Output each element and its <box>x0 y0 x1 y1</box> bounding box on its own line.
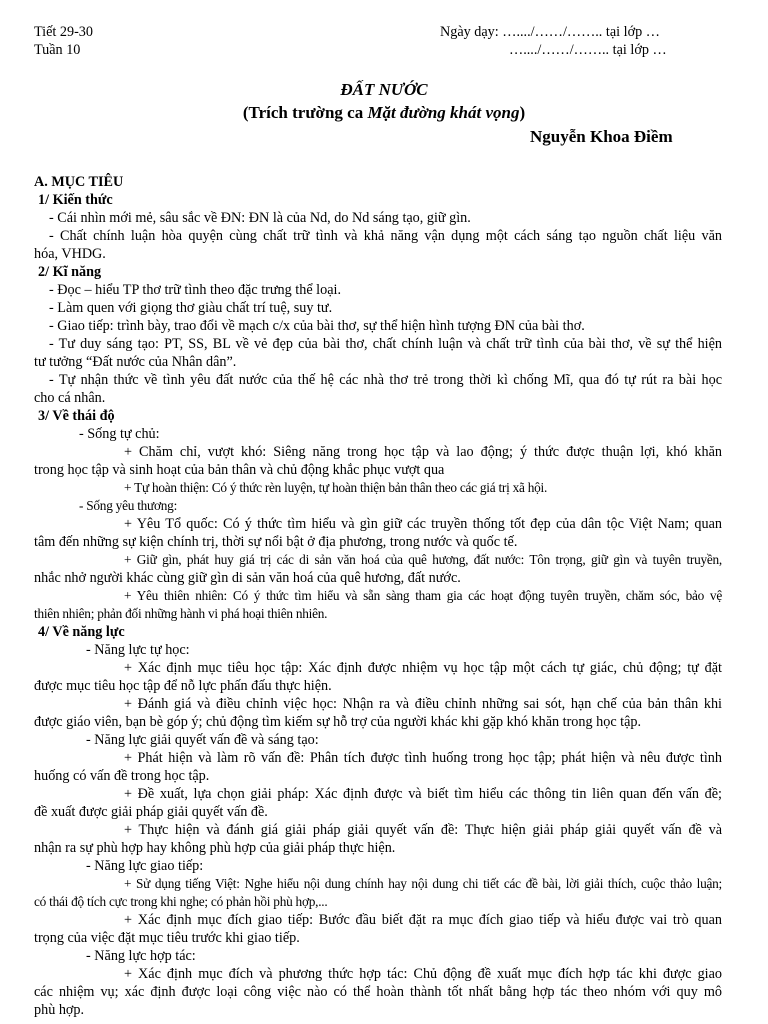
s2-heading: 2/ Kĩ năng <box>38 264 102 280</box>
s4-g1-item-2a <box>34 695 722 713</box>
s4-g2-item-2b: đề xuất được giải pháp giải quyết vấn đề. <box>34 804 268 820</box>
s2-line-3: - Giao tiếp: trình bày, trao đổi về mạch c/x của bài thơ, sự thể hiện hình tượng ĐN của bài thơ. <box>49 318 585 334</box>
s4-g2-item-1a <box>34 749 722 767</box>
s3-g2-item-1b: tâm đến những sự kiện chính trị, thời sự nổi bật ở địa phương, trong nước và quốc tế. <box>34 534 518 550</box>
s3-g1-item-1b: trong học tập và sinh hoạt của bản thân và chủ động khắc phục vượt qua <box>34 462 445 478</box>
s2-line-1: - Đọc – hiểu TP thơ trữ tình theo đặc trưng thể loại. <box>49 282 341 298</box>
s4-g3-item-1a-text: + Sử dụng tiếng Việt: Nghe hiểu nội dung chính hay nội dung chi tiết các đề bài, lời giải thích, cuộc thảo luận; <box>124 876 722 891</box>
s4-g3-item-2a <box>34 911 722 929</box>
s3-g2-item-1a-text: + Yêu Tổ quốc: Có ý thức tìm hiểu và gìn giữ các truyền thống tốt đẹp của dân tộc Việt Nam; quan <box>124 516 722 532</box>
week-number: Tuần 10 <box>34 42 81 58</box>
s3-g2-item-3b: thiên nhiên; phản đối những hành vi phá hoại thiên nhiên. <box>34 606 328 621</box>
s2-line-4a-text: - Tư duy sáng tạo: PT, SS, BL về vẻ đẹp của bài thơ, chất chính luận và chất trữ tình của bài thơ, về sự thể hiện <box>49 336 722 352</box>
s4-g4-item-1c: phù hợp. <box>34 1002 85 1018</box>
s4-g2-item-1b: huống có vấn đề trong học tập. <box>34 768 210 784</box>
s3-g1-item-1a-text: + Chăm chỉ, vượt khó: Siêng năng trong học tập và lao động; ý thức được thuận lợi, khó khăn <box>124 444 722 460</box>
s4-group-3: - Năng lực giao tiếp: <box>86 858 204 874</box>
s3-g2-item-3a <box>34 587 722 605</box>
document-subtitle <box>0 102 768 124</box>
section-a-heading: A. MỤC TIÊU <box>34 174 124 190</box>
s4-g1-item-2b: được giáo viên, bạn bè góp ý; chủ động tìm kiếm sự hỗ trợ của người khác khi gặp khó khăn trong học tập. <box>34 714 642 730</box>
s4-group-4: - Năng lực hợp tác: <box>86 948 196 964</box>
teaching-date-line-1: Ngày dạy: …..../……/…….. tại lớp … <box>440 24 660 40</box>
s3-g1-item-1a <box>34 443 722 461</box>
s4-g2-item-2a <box>34 785 722 803</box>
s4-group-2: - Năng lực giải quyết vấn đề và sáng tạo: <box>86 732 319 748</box>
s1-line-2b: hóa, VHDG. <box>34 246 106 262</box>
s4-g3-item-1a <box>34 875 722 893</box>
teaching-date-line-2: …..../……/…….. tại lớp … <box>509 42 667 58</box>
s4-g2-item-3a-text: + Thực hiện và đánh giá giải pháp giải quyết vấn đề: Thực hiện giải pháp giải quyết vấn đề và <box>124 822 722 838</box>
document-title: ĐẤT NƯỚC <box>340 80 428 99</box>
s2-line-5b: cho cá nhân. <box>34 390 106 406</box>
s4-g1-item-2a-text: + Đánh giá và điều chỉnh việc học: Nhận ra và điều chỉnh những sai sót, hạn chế của bản thân khi <box>124 696 722 712</box>
s4-g3-item-2b: trọng của việc đặt mục tiêu trước khi giao tiếp. <box>34 930 300 946</box>
subtitle-prefix: (Trích trường ca <box>242 103 368 122</box>
s4-g4-item-1b-text: các nhiệm vụ; xác định được loại công việc nào có thể hoàn thành tốt nhất bằng hợp tác theo nhóm với quy mô <box>34 984 722 1000</box>
subtitle-work: Mặt đường khát vọng <box>367 103 520 122</box>
s4-g1-item-1b: được mục tiêu học tập để nỗ lực phấn đấu thực hiện. <box>34 678 332 694</box>
s3-heading: 3/ Về thái độ <box>38 408 115 424</box>
s4-g2-item-2a-text: + Đề xuất, lựa chọn giải pháp: Xác định được và biết tìm hiểu các thông tin liên quan đến vấn đề; <box>124 786 722 802</box>
s1-line-2a <box>34 227 722 245</box>
s1-line-1: - Cái nhìn mới mẻ, sâu sắc về ĐN: ĐN là của Nd, do Nd sáng tạo, giữ gìn. <box>49 210 471 226</box>
s1-line-2a-text: - Chất chính luận hòa quyện cùng chất trữ tình và khả năng vận dụng một cách sáng tạo nguồn chất liệu văn <box>49 228 722 244</box>
lesson-number: Tiết 29-30 <box>34 24 93 40</box>
s3-g2-item-2b: nhắc nhở người khác cùng giữ gìn di sản văn hoá của quê hương, đất nước. <box>34 570 461 586</box>
s2-line-5a <box>34 371 722 389</box>
s4-g4-item-1b <box>34 983 722 1001</box>
s3-group-1: - Sống tự chủ: <box>79 426 160 442</box>
s4-g2-item-3b: nhận ra sự phù hợp hay không phù hợp của giải pháp thực hiện. <box>34 840 396 856</box>
s4-g2-item-3a <box>34 821 722 839</box>
s4-g3-item-2a-text: + Xác định mục đích giao tiếp: Bước đầu biết đặt ra mục đích giao tiếp và hiểu được vai trò quan <box>124 912 722 928</box>
s3-group-2: - Sống yêu thương: <box>79 498 178 513</box>
s1-heading: 1/ Kiến thức <box>38 192 113 208</box>
s3-g2-item-2a-text: + Giữ gìn, phát huy giá trị các di sản văn hoá của quê hương, đất nước: Tôn trọng, giữ gìn và tuyên truyền, <box>124 552 722 567</box>
s3-g2-item-1a <box>34 515 722 533</box>
s4-group-1: - Năng lực tự học: <box>86 642 190 658</box>
s4-g4-item-1a <box>34 965 722 983</box>
s4-g1-item-1a-text: + Xác định mục tiêu học tập: Xác định được nhiệm vụ học tập một cách tự giác, chủ động; tự đặt <box>124 660 722 676</box>
s2-line-2: - Làm quen với giọng thơ giàu chất trí tuệ, suy tư. <box>49 300 333 316</box>
author-name: Nguyễn Khoa Điềm <box>530 127 673 146</box>
s3-g1-item-2: + Tự hoàn thiện: Có ý thức rèn luyện, tự hoàn thiện bản thân theo các giá trị xã hội. <box>124 480 548 495</box>
s2-line-4b: tư tưởng “Đất nước của Nhân dân”. <box>34 354 237 370</box>
s4-g2-item-1a-text: + Phát hiện và làm rõ vấn đề: Phân tích được tình huống trong học tập; phát hiện và nêu được tình <box>124 750 722 766</box>
s3-g2-item-3a-text: + Yêu thiên nhiên: Có ý thức tìm hiểu và sẵn sàng tham gia các hoạt động tuyên truyền, chăm sóc, bảo vệ <box>124 588 722 603</box>
s4-g1-item-1a <box>34 659 722 677</box>
s4-g3-item-1b: có thái độ tích cực trong khi nghe; có phản hồi phù hợp,... <box>34 894 328 909</box>
s3-g2-item-2a <box>34 551 722 569</box>
s4-g4-item-1a-text: + Xác định mục đích và phương thức hợp tác: Chủ động đề xuất mục đích hợp tác khi được giao <box>124 966 722 982</box>
s2-line-5a-text: - Tự nhận thức về tình yêu đất nước của thế hệ các nhà thơ trẻ trong thời kì chống Mĩ, qua đó tự rút ra bài học <box>49 372 722 388</box>
subtitle-suffix: ) <box>519 103 526 122</box>
s4-heading: 4/ Về năng lực <box>38 624 125 640</box>
s2-line-4a <box>34 335 722 353</box>
